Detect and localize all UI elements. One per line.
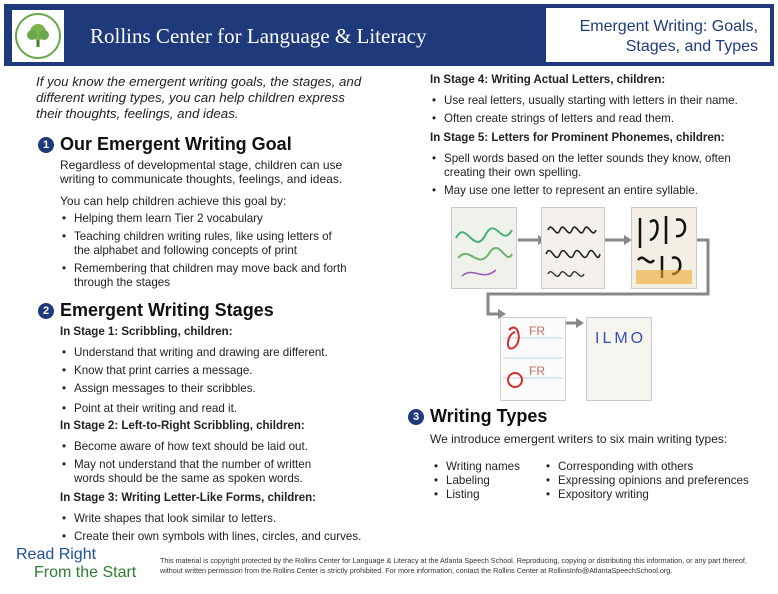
stage1-list — [60, 346, 360, 416]
brand-line1: Read Right — [16, 546, 97, 563]
stage4-title: In Stage 4: Writing Actual Letters, children: — [430, 74, 666, 86]
types-heading-text: Writing Types — [430, 406, 548, 426]
list-item: • Remembering that children may move back and forth through the stages — [60, 262, 350, 290]
stage5-sample-image — [500, 317, 566, 401]
list-item: • Assign messages to their scribbles. — [60, 382, 360, 396]
types-intro: We introduce emergent writers to six main writing types: — [430, 432, 728, 446]
stage3-title: In Stage 3: Writing Letter-Like Forms, children: — [60, 492, 317, 504]
title-box — [546, 8, 770, 62]
list-item: • Point at their writing and read it. — [60, 402, 360, 416]
logo — [12, 10, 64, 62]
stage5-list — [430, 152, 760, 198]
page-title-line2: Stages, and Types — [625, 38, 758, 55]
stage5-sample-fr-bottom: FR — [529, 364, 545, 378]
stage2-list — [60, 440, 330, 486]
header-banner — [4, 4, 774, 66]
stages-heading-text: Emergent Writing Stages — [60, 300, 274, 320]
goal-para1: Regardless of developmental stage, children can use writing to communicate thoughts, feelings, and ideas. — [60, 158, 343, 186]
list-item: • Expressing opinions and preferences — [544, 474, 770, 488]
section-number-2: 2 — [38, 303, 54, 319]
stage3-list — [60, 512, 380, 544]
stage2-sample-image — [541, 207, 605, 289]
intro-text: If you know the emergent writing goals, the stages, and different writing types, you can help children express their thoughts, feelings, and ideas. — [36, 74, 362, 121]
stage4-sample-letters: ILMO — [595, 330, 647, 347]
stage3-sample-image — [631, 207, 697, 289]
goal-heading-text: Our Emergent Writing Goal — [60, 134, 292, 154]
list-item: • Helping them learn Tier 2 vocabulary — [60, 212, 350, 226]
stage5-title: In Stage 5: Letters for Prominent Phonemes, children: — [430, 132, 725, 144]
stage5-sample-fr-top: FR — [529, 324, 545, 338]
list-item: • Labeling — [432, 474, 542, 488]
copyright-notice: This material is copyright protected by the Rollins Center for Language & Literacy at the Atlanta Speech School. Reproducing, copying or distributing this information, or any part thereof, without written permission from the Rollins Center is strictly prohibited. For more information, contact the Rollins Center at RollinsInfo@AtlantaSpeechSchool.org. — [160, 556, 747, 575]
list-item: • Understand that writing and drawing are different. — [60, 346, 360, 360]
goal-heading — [38, 134, 292, 155]
list-item: • Writing names — [432, 460, 542, 474]
stage4-list — [430, 94, 760, 126]
stages-heading — [38, 300, 274, 321]
list-item: • Create their own symbols with lines, circles, and curves. — [60, 530, 380, 544]
list-item: • Write shapes that look similar to letters. — [60, 512, 380, 526]
org-name: Rollins Center for Language & Literacy — [90, 24, 427, 48]
tree-logo-icon — [15, 13, 61, 59]
stage2-title: In Stage 2: Left-to-Right Scribbling, children: — [60, 420, 305, 432]
list-item: • Teaching children writing rules, like using letters of the alphabet and following concepts of print — [60, 230, 350, 258]
list-item: • May not understand that the number of written words should be the same as spoken words. — [60, 458, 330, 486]
section-number-3: 3 — [408, 409, 424, 425]
list-item: • Become aware of how text should be laid out. — [60, 440, 330, 454]
goal-list — [60, 212, 350, 290]
list-item: • May use one letter to represent an entire syllable. — [430, 184, 760, 198]
stage1-title: In Stage 1: Scribbling, children: — [60, 326, 233, 338]
list-item: • Listing — [432, 488, 542, 502]
list-item: • Spell words based on the letter sounds they know, often creating their own spelling. — [430, 152, 760, 180]
types-heading — [408, 406, 547, 427]
page-title-line1: Emergent Writing: Goals, — [579, 18, 758, 35]
list-item: • Often create strings of letters and read them. — [430, 112, 760, 126]
brand-line2: From the Start — [34, 564, 137, 581]
types-list-col1 — [432, 460, 542, 502]
read-right-logo — [16, 546, 156, 582]
goal-para2: You can help children achieve this goal by: — [60, 194, 287, 208]
list-item: • Know that print carries a message. — [60, 364, 360, 378]
list-item: • Use real letters, usually starting with letters in their name. — [430, 94, 760, 108]
list-item: • Corresponding with others — [544, 460, 770, 474]
list-item: • Expository writing — [544, 488, 770, 502]
section-number-1: 1 — [38, 137, 54, 153]
types-list-col2 — [544, 460, 770, 502]
stage4-sample-image — [586, 317, 652, 401]
stage1-sample-image — [451, 207, 517, 289]
